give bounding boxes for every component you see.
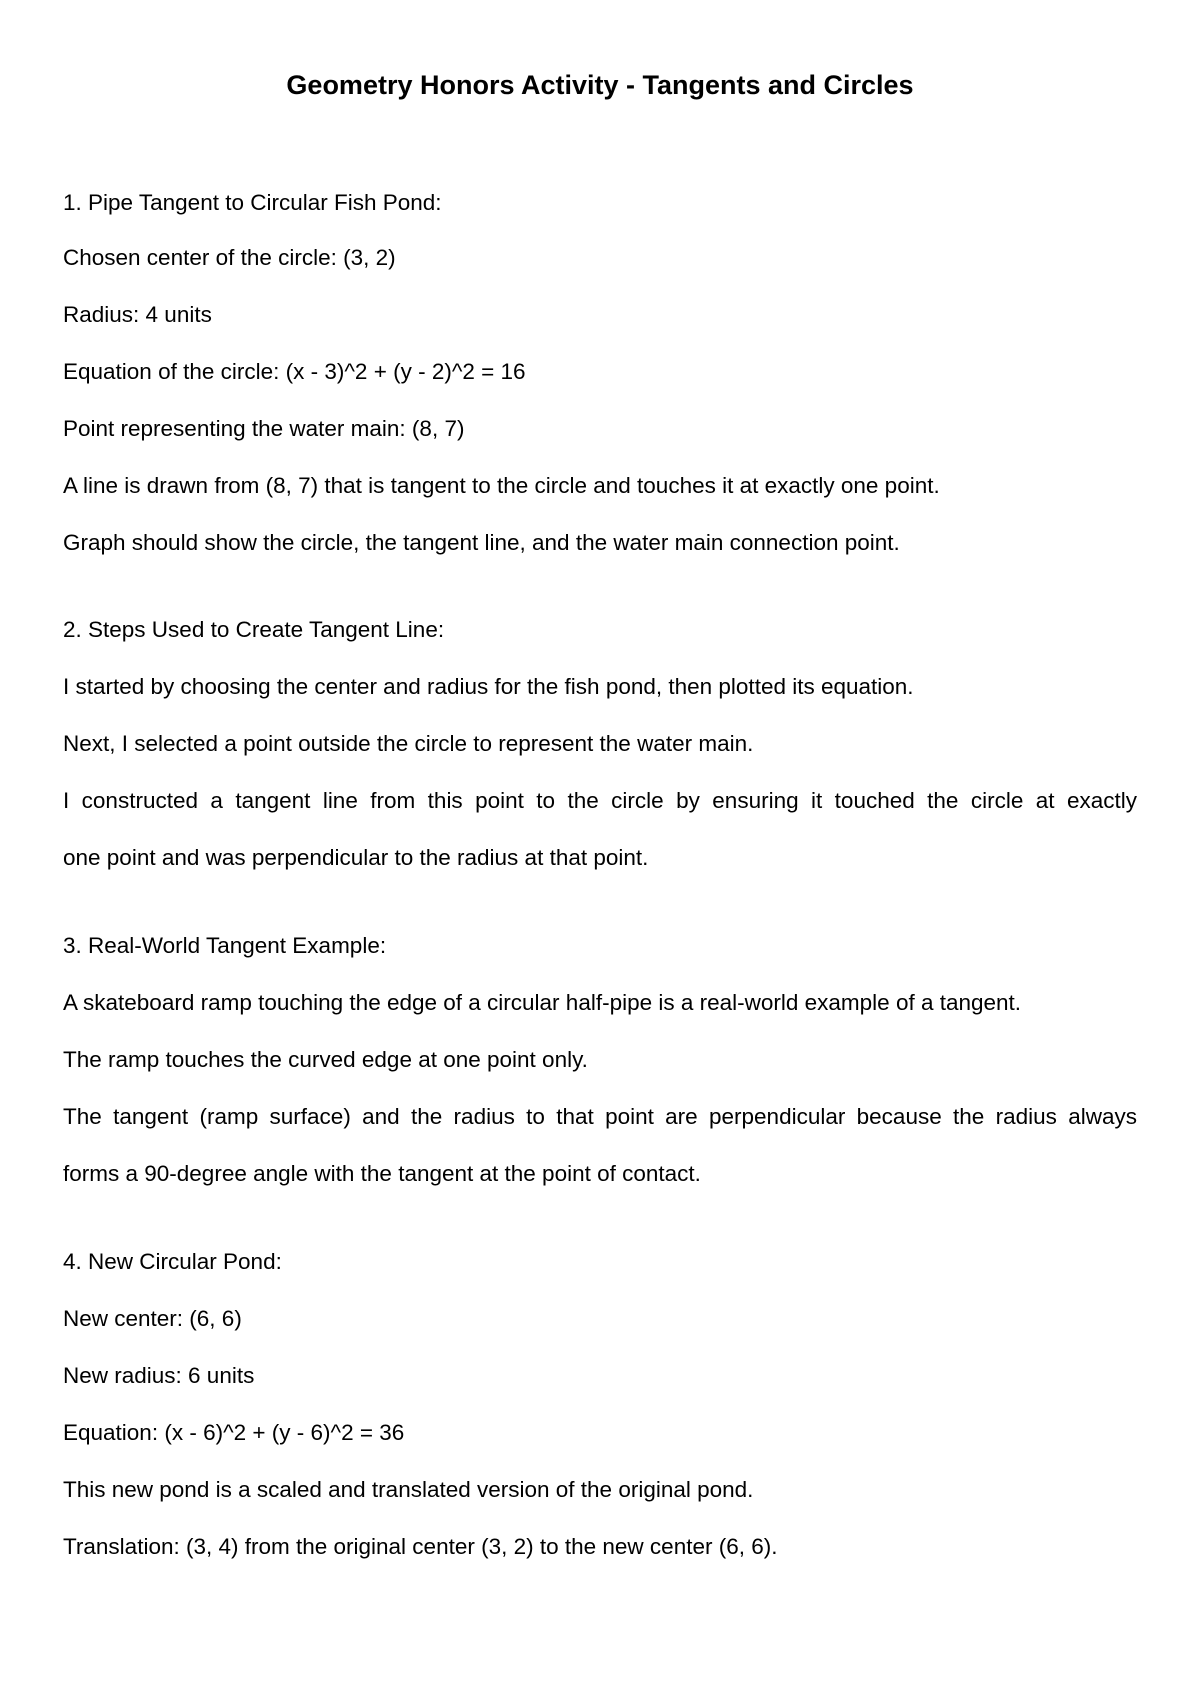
section-3-heading: 3. Real-World Tangent Example: <box>63 933 387 958</box>
section-3-line-3: The tangent (ramp surface) and the radius to that point are perpendicular because the radius always <box>63 1104 1137 1129</box>
section-3-line-2: The ramp touches the curved edge at one point only. <box>63 1047 588 1072</box>
section-4-line-1: New center: (6, 6) <box>63 1306 242 1331</box>
section-4-line-5: Translation: (3, 4) from the original center (3, 2) to the new center (6, 6). <box>63 1534 778 1559</box>
section-1-heading: 1. Pipe Tangent to Circular Fish Pond: <box>63 190 442 215</box>
section-2-line-1: I started by choosing the center and radius for the fish pond, then plotted its equation. <box>63 674 914 699</box>
section-4-line-2: New radius: 6 units <box>63 1363 255 1388</box>
section-2-line-3: I constructed a tangent line from this point to the circle by ensuring it touched the circle at exactly <box>63 788 1137 813</box>
section-4-heading: 4. New Circular Pond: <box>63 1249 282 1274</box>
section-2-line-4: one point and was perpendicular to the radius at that point. <box>63 845 649 870</box>
section-1-line-3: Equation of the circle: (x - 3)^2 + (y - 2)^2 = 16 <box>63 359 526 384</box>
section-3-line-1: A skateboard ramp touching the edge of a circular half-pipe is a real-world example of a tangent. <box>63 990 1022 1015</box>
section-2-heading: 2. Steps Used to Create Tangent Line: <box>63 617 445 642</box>
section-1-line-5: A line is drawn from (8, 7) that is tangent to the circle and touches it at exactly one point. <box>63 473 940 498</box>
section-2-line-2: Next, I selected a point outside the circle to represent the water main. <box>63 731 754 756</box>
section-4-line-4: This new pond is a scaled and translated version of the original pond. <box>63 1477 754 1502</box>
section-3-line-4: forms a 90-degree angle with the tangent at the point of contact. <box>63 1161 701 1186</box>
section-1-line-6: Graph should show the circle, the tangent line, and the water main connection point. <box>63 530 900 555</box>
section-4-line-3: Equation: (x - 6)^2 + (y - 6)^2 = 36 <box>63 1420 405 1445</box>
section-1-line-2: Radius: 4 units <box>63 302 212 327</box>
section-1-line-4: Point representing the water main: (8, 7) <box>63 416 465 441</box>
document-title: Geometry Honors Activity - Tangents and Circles <box>286 70 914 100</box>
section-1-line-1: Chosen center of the circle: (3, 2) <box>63 245 396 270</box>
